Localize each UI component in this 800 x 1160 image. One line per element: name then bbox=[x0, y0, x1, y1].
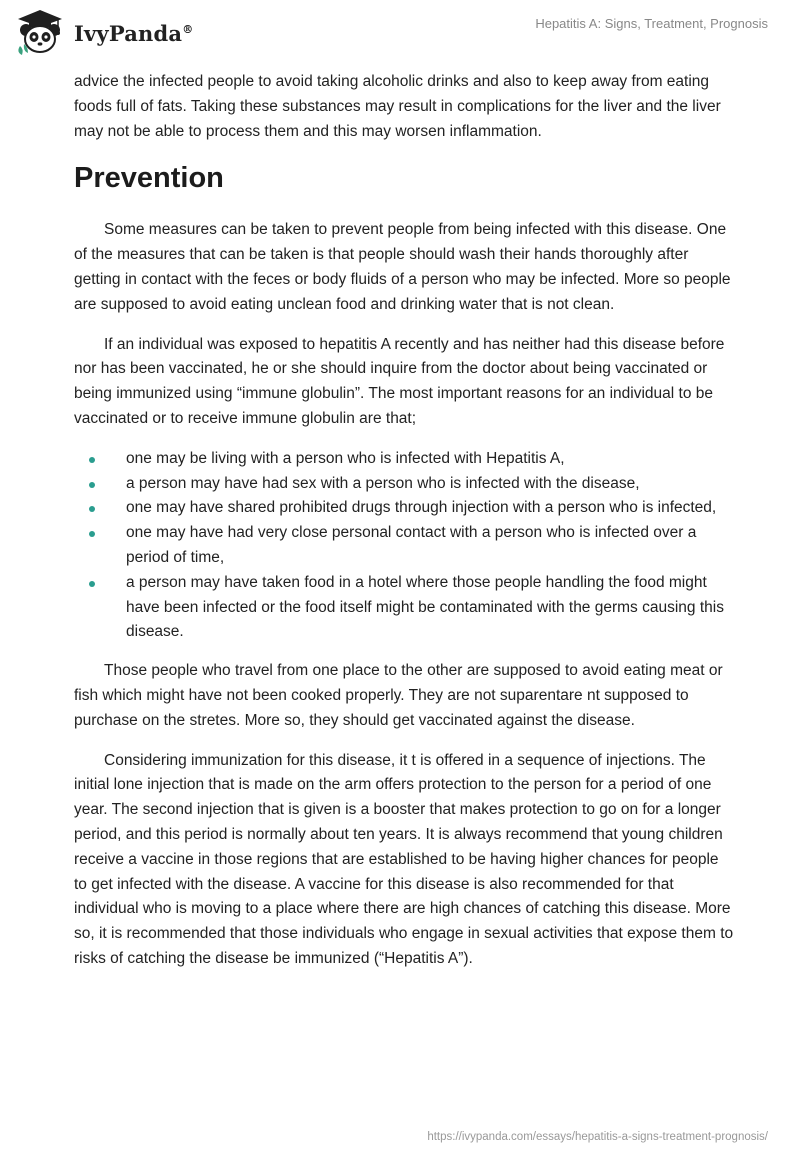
panda-graduate-icon bbox=[14, 8, 66, 56]
bullet-icon bbox=[89, 531, 95, 537]
list-item bbox=[74, 496, 734, 521]
list-item-text: one may have had very close personal contact with a person who is infected over a period of time, bbox=[126, 524, 697, 566]
list-item-text: one may have shared prohibited drugs through injection with a person who is infected, bbox=[126, 499, 717, 517]
source-url[interactable]: https://ivypanda.com/essays/hepatitis-a-signs-treatment-prognosis/ bbox=[427, 1131, 768, 1143]
list-item-text: one may be living with a person who is infected with Hepatitis A, bbox=[126, 449, 565, 467]
ivypanda-logo[interactable] bbox=[14, 8, 214, 56]
body-paragraph: Some measures can be taken to prevent people from being infected with this disease. One of the measures that can be taken is that people should wash their hands thoroughly after getting in contact with the feces or body fluids of a person who may be infected. More so people are supposed to avoid eating unclean food and drinking water that is not clean. bbox=[74, 221, 731, 313]
list-item bbox=[74, 447, 734, 472]
body-paragraph: Considering immunization for this disease, it t is offered in a sequence of injections. The initial lone injection that is made on the arm offers protection to the person for a period of one year. The second injection that is given is a booster that makes protection to go on for a longer period, and this period is normally about ten years. It is always recommend that young children receive a vaccine in those regions that are established to be having higher chances for people to get infected with the disease. A vaccine for this disease is also recommended for that individual who is moving to a place where there are high chances of catching this disease. More so, it is recommended that those individuals who engage in sexual activities that expose them to risks of catching the disease be immunized (“Hepatitis A”). bbox=[74, 751, 734, 967]
bullet-icon bbox=[89, 457, 95, 463]
brand-text: IvyPanda bbox=[74, 21, 183, 46]
list-item-text: a person may have taken food in a hotel where those people handling the food might have been infected or the food itself might be contaminated with the germs causing this disease. bbox=[126, 573, 724, 641]
list-item bbox=[74, 472, 734, 497]
bullet-icon bbox=[89, 482, 95, 488]
list-item bbox=[74, 521, 734, 571]
bullet-icon bbox=[89, 581, 95, 587]
list-item bbox=[74, 571, 734, 645]
document-title: Hepatitis A: Signs, Treatment, Prognosis bbox=[535, 16, 768, 31]
body-paragraph: Those people who travel from one place to the other are supposed to avoid eating meat or fish which might have not been cooked properly. They are not suparentare nt supposed to purchase on the stretes. More so, they should get vaccinated against the disease. bbox=[74, 662, 723, 729]
section-heading: Prevention bbox=[74, 162, 224, 195]
list-item-text: a person may have had sex with a person who is infected with the disease, bbox=[126, 474, 640, 492]
body-paragraph: If an individual was exposed to hepatitis A recently and has neither had this disease before nor has been vaccinated, he or she should inquire from the doctor about being vaccinated or being immunized using “immune globulin”. The most important reasons for an individual to be vaccinated or to receive immune globulin are that; bbox=[74, 335, 725, 427]
page-header bbox=[0, 0, 800, 66]
registered-mark: ® bbox=[182, 23, 194, 36]
brand-name bbox=[74, 21, 193, 46]
intro-paragraph: advice the infected people to avoid taking alcoholic drinks and also to keep away from eating foods full of fats. Taking these substances may result in complications for the liver and the liver may not be able to process them and this may worsen inflammation. bbox=[74, 73, 721, 140]
essay-content bbox=[74, 70, 734, 987]
bullet-icon bbox=[89, 506, 95, 512]
reasons-list bbox=[74, 447, 734, 645]
